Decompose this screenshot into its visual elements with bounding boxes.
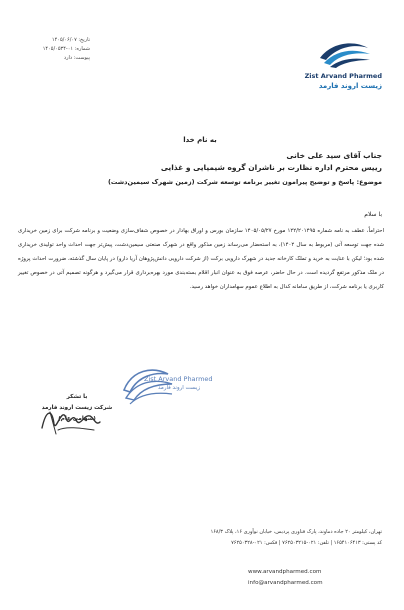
- footer-contact: [248, 567, 323, 589]
- footer-website[interactable]: www.arvandpharmed.com: [248, 569, 322, 575]
- addressee-name: جناب آقای سید علی خانی: [286, 151, 382, 160]
- logo-name-fa: زیست اروند فارمد: [318, 82, 382, 90]
- basmala: به نام خدا: [183, 136, 217, 144]
- greeting: با سلام: [364, 211, 382, 218]
- footer-email[interactable]: info@arvandpharmed.com: [248, 580, 323, 586]
- letter-meta: [20, 36, 90, 63]
- signoff-closing: با تشکر: [66, 394, 88, 400]
- signoff-company: شرکت زیست اروند فارمد: [41, 405, 113, 411]
- letter-date: تاریخ: ۱۴۰۵/۰۶/۰۷: [51, 37, 90, 43]
- signoff-type: (سهامی عام): [58, 416, 96, 422]
- logo-name-en: Zist Arvand Pharmed: [304, 72, 382, 80]
- addressee: [22, 150, 382, 188]
- company-stamp: [118, 360, 214, 416]
- footer-address: تهران، کیلومتر ۲۰ جاده دماوند، پارک فناوری پردیس، خیابان نوآوری ۱۶، پلاک ۱۶۸/۳: [210, 529, 382, 535]
- wave-logo-icon: [316, 38, 372, 70]
- letter-subject: موضوع: پاسخ و توضیح پیرامون تغییر برنامه توسعه شرکت (زمین شهرک سیمین‌دشت): [107, 178, 382, 186]
- stamp-name-fa: زیست اروند فارمد: [158, 385, 201, 391]
- stamp-name-en: Zist Arvand Pharmed: [144, 375, 213, 383]
- company-logo: [290, 38, 382, 98]
- letter-attachment: پیوست: دارد: [63, 55, 90, 61]
- letter-footer: [2, 527, 382, 549]
- letter-number: شماره: ۰۱-۱۴۰۵/۰۵۳۴: [42, 46, 90, 52]
- letter-body: احتراماً، عطف به نامه شماره ۱۲۲/۲۰۱۴۹۵ مورخ ۱۴۰۵/۰۵/۲۷ سازمان بورس و اوراق بهادار در خصوص شفاف‌سازی وضعیت و برنامه شرکت برای زمین خریداری شده جهت توسعه آتی (مربوط به سال ۱۴۰۲)، به استحضار می‌رساند زمین مذکور واقع در شهرک صنعتی سیمین‌دشت، پیش‌تر جهت احداث واحد تولیدی خریداری شده بود؛ لیکن با عنایت به خرید و تملک کارخانه جدید در شهرک دارویی برکت (از شرکت دارویی دانش‌پژوهان آریا دارو) در پایان سال گذشته، ضرورت احداث پروژه در ملک مذکور مرتفع گردیده است. در حال حاضر، عرصه فوق به عنوان انبار اقلام بسته‌بندی مورد بهره‌برداری قرار می‌گیرد و هرگونه تصمیم آتی در خصوص تغییر کاربری یا برنامه شرکت، از طریق سامانه کدال به اطلاع عموم سهامداران خواهد رسید.: [18, 228, 384, 290]
- handwritten-signature: [36, 398, 106, 438]
- addressee-title: رییس محترم اداره نظارت بر ناشران گروه شیمیایی و غذایی: [160, 163, 382, 172]
- footer-postal-phone: کد پستی: ۱۶۵۴۱۰۶۴۱۳ | تلفن: ۰۲۱-۷۶۲۵۰۳۲۱۵ | فکس: ۰۲۱-۷۶۲۵۰۳۲۸: [231, 540, 382, 546]
